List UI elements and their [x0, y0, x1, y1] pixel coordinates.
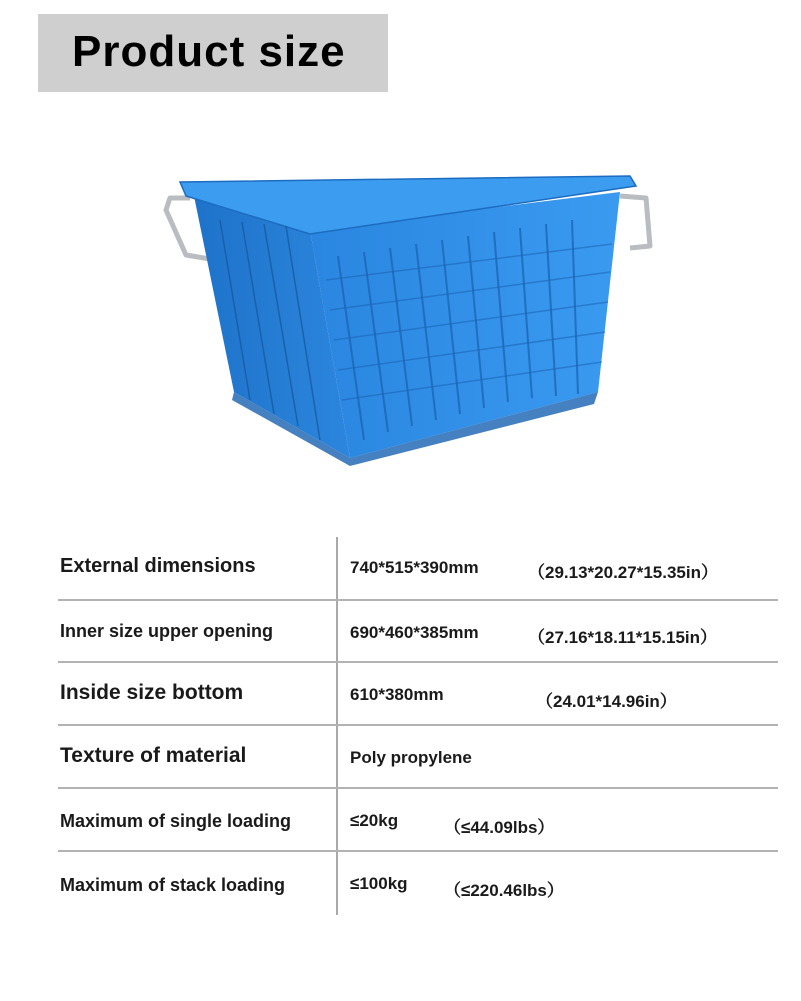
spec-table: [58, 537, 778, 915]
spec-row-texture-of-material: [58, 726, 778, 788]
spec-metric-value: 610*380mm: [350, 685, 444, 704]
spec-row-external-dimensions: [58, 537, 778, 599]
spec-imperial-value: （27.16*18.11*15.15in）: [528, 628, 718, 647]
spec-imperial-value: （≤44.09lbs）: [444, 818, 555, 837]
spec-row-inner-size-upper-opening: [58, 601, 778, 663]
spec-row-maximum-stack-loading: [58, 852, 778, 914]
spec-metric-value: ≤20kg: [350, 811, 399, 830]
spec-label: Inner size upper opening: [60, 621, 274, 641]
spec-label: Maximum of stack loading: [60, 875, 286, 895]
spec-metric-value: 690*460*385mm: [350, 623, 479, 642]
spec-metric-value: 740*515*390mm: [350, 558, 479, 577]
spec-metric-value: Poly propylene: [350, 748, 472, 767]
spec-row-inside-size-bottom: [58, 663, 778, 725]
spec-label: External dimensions: [60, 555, 256, 577]
spec-imperial-value: （≤220.46lbs）: [444, 881, 564, 900]
title-banner: [38, 14, 388, 92]
page-title: Product size: [72, 27, 346, 76]
spec-label: Maximum of single loading: [60, 811, 292, 831]
spec-imperial-value: （29.13*20.27*15.35in）: [528, 563, 718, 582]
product-image: [150, 160, 660, 470]
spec-metric-value: ≤100kg: [350, 874, 408, 893]
spec-label: Texture of material: [60, 744, 247, 767]
spec-label: Inside size bottom: [60, 681, 244, 704]
spec-imperial-value: （24.01*14.96in）: [536, 692, 677, 711]
spec-row-maximum-single-loading: [58, 789, 778, 851]
